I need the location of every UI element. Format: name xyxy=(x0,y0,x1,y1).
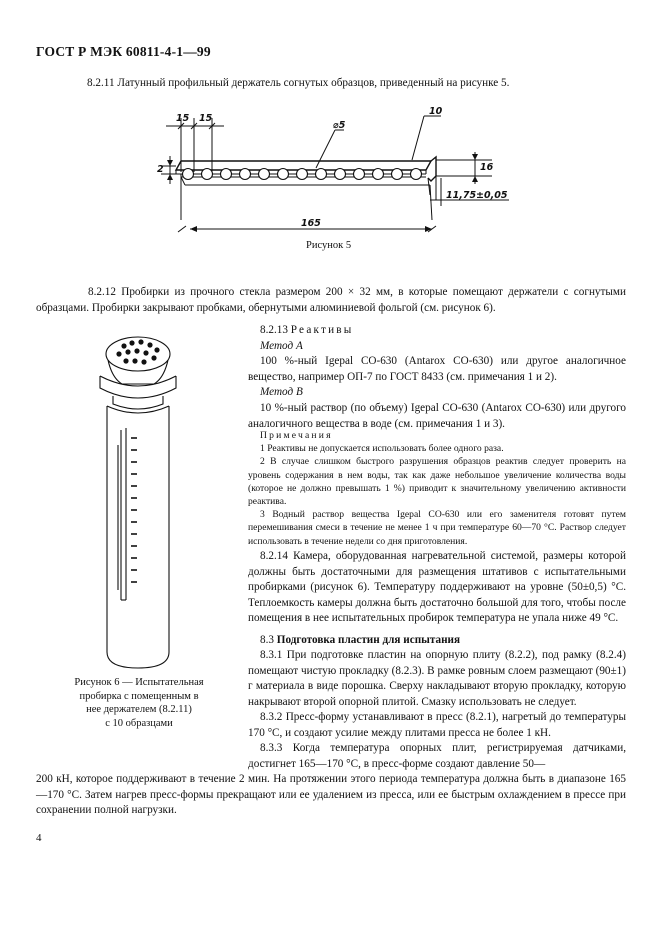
dim-label: 15 xyxy=(176,113,190,124)
figure-5-caption: Рисунок 5 xyxy=(306,240,352,251)
method-a-text: 100 %-ный Igepal CO-630 (Antarox CO-630) или другое аналогичное вещество, например ОП-7 по ГОСТ 8433 (см. примечания 1 и 2). xyxy=(248,355,626,383)
dim-label: 165 xyxy=(301,218,321,229)
notes-block xyxy=(248,429,626,548)
section-8-2-12: 8.2.12 Пробирки из прочного стекла размером 200 × 32 мм, в которые помещают держатели с согнутыми образцами. Пробирки закрывают пробками, обернутыми алюминиевой фольгой (см. рисунок 6). xyxy=(36,286,626,314)
section-8-3-3-cont: 200 кН, которое поддерживают в течение 2 мин. На протяжении этого периода температура должна быть в диапазоне 165—170 °С. Затем нагрев пресс-формы прекращают или ее удалением из пресса, или ее быстрым охлаждением в прессе при сохранении полной нагрузки. xyxy=(36,773,626,817)
reagents-block xyxy=(248,323,626,432)
section-8-3-3-start: 8.3.3 Когда температура опорных плит, регистрируемая датчиками, достигнет 165—170 °С, в пресс-форме создают давление 50— xyxy=(248,742,626,770)
section-8-2-11: 8.2.11 Латунный профильный держатель согнутых образцов, приведенный на рисунке 5. xyxy=(87,77,510,89)
section-8-2-14: 8.2.14 Камера, оборудованная нагревательной системой, размеры которой должны быть достаточными для размещения штативов с испытательными пробирками (рисунок 6). Температуру поддерживают на уровне (50±0,5) °С. Теплоемкость камеры должна быть достаточно большой для того, чтобы после помещения в нее испытательных пробирок температура не упала ниже 49 °С. xyxy=(248,550,626,625)
section-8-3-number: 8.3 xyxy=(260,634,274,646)
figure-6-caption-line: Рисунок 6 — Испытательная xyxy=(74,677,204,688)
note-2: 2 В случае слишком быстрого разрушения образцов реактив следует проверить на уровень содержания в нем воды, так как даже небольшое увеличение количества воды (которое не должно превышать 1 %) приводит к значительному увеличению активности реактива. xyxy=(248,456,626,508)
note-1: 1 Реактивы не допускается использовать более одного раза. xyxy=(260,443,504,455)
dim-label: ⌀5 xyxy=(333,120,346,131)
section-8-3-heading xyxy=(248,633,626,649)
dim-label: 16 xyxy=(480,162,494,173)
figure-6-caption xyxy=(54,676,224,730)
figure-6-caption-line: с 10 образцами xyxy=(105,717,173,729)
dim-label: 10 xyxy=(429,106,443,117)
figure-6-drawing xyxy=(90,330,200,675)
section-8-3-title: Подготовка пластин для испытания xyxy=(276,634,461,646)
document-header: ГОСТ Р МЭК 60811-4-1—99 xyxy=(36,44,211,59)
method-b-label: Метод В xyxy=(260,386,303,399)
method-b-text: 10 %-ный раствор (по объему) Igepal CO-630 (Antarox CO-630) или другого аналогичного вещества в воде (см. примечания 1 и 3). xyxy=(248,401,626,430)
notes-heading: Примечания xyxy=(260,430,333,441)
figure-6-caption-line: пробирка с помещенным в xyxy=(79,690,199,702)
page-number: 4 xyxy=(36,832,42,844)
method-a-label: Метод А xyxy=(260,339,303,352)
reagents-heading-text: Реактивы xyxy=(290,324,354,336)
note-3: 3 Водный раствор вещества Igepal CO-630 или его заменителя готовят путем перемешивания смеси в течение не менее 1 ч при температуре 60—70 °С. Раствор следует использовать в течение недели со дня приготовления. xyxy=(248,509,626,547)
section-8-3-2: 8.3.2 Пресс-форму устанавливают в пресс (8.2.1), нагретый до температуры 170 °С, и создают усилие между плитами пресса не более 1 кН. xyxy=(248,711,626,739)
dim-label: 2 xyxy=(157,164,164,175)
figure-5-drawing xyxy=(140,100,530,240)
dim-label: 15 xyxy=(199,113,213,124)
reagents-heading xyxy=(248,323,626,339)
section-8-3-1: 8.3.1 При подготовке пластин на опорную плиту (8.2.2), под рамку (8.2.4) помещают чистую прокладку (8.2.3). В рамке ровным слоем размещают (90±1) г материала в виде порошка. Сверху накладывают вторую прокладку, которую накрывают второй опорной плитой. Смазку использовать не следует. xyxy=(248,649,626,708)
reagents-heading-number: 8.2.13 xyxy=(260,324,288,336)
dim-label: 11,75±0,05 xyxy=(446,190,508,201)
figure-6-caption-line: нее держателем (8.2.11) xyxy=(86,704,192,715)
